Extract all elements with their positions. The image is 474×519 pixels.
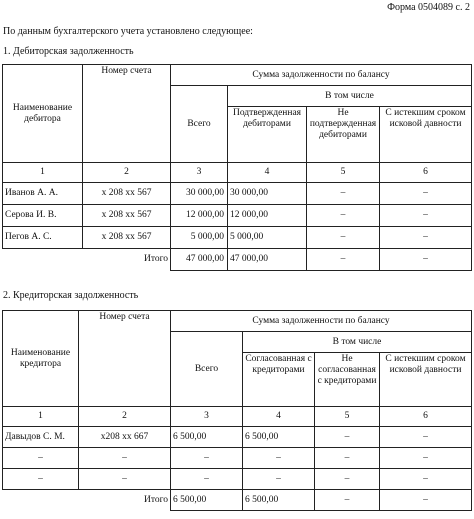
amount-unagreed: –: [315, 448, 380, 469]
header-sum-group: Сумма задолженности по балансу: [171, 65, 472, 86]
debtor-name: Серова И. В.: [3, 205, 83, 227]
amount-unagreed: –: [315, 427, 380, 448]
debtors-table: [2, 64, 472, 271]
amount-total: –: [171, 469, 243, 490]
table-row: [3, 427, 472, 448]
debtors-section-title: 1. Дебиторская задолженность: [3, 46, 134, 57]
table-row: [3, 205, 472, 227]
header-sum-group: Сумма задолженности по балансу: [171, 311, 472, 332]
table-row: [3, 448, 472, 469]
amount-unconfirmed: –: [307, 227, 380, 249]
totals-label: Итого: [143, 494, 168, 505]
totals-row: [3, 490, 472, 511]
header-account-number: Номер счета: [83, 65, 171, 163]
col-number: 6: [380, 163, 472, 183]
debtor-name: Пегов А. С.: [3, 227, 83, 249]
col-number: 5: [315, 407, 380, 427]
header-agreed: Согласованная с кредиторами: [243, 353, 315, 407]
col-number: 3: [171, 407, 243, 427]
header-unconfirmed: Не подтвержденная дебиторами: [307, 107, 380, 163]
col-number: 1: [3, 163, 83, 183]
amount-expired: –: [380, 205, 472, 227]
amount-unconfirmed: –: [307, 183, 380, 205]
totals-expired: –: [380, 249, 472, 271]
totals-row: [3, 249, 472, 271]
amount-expired: –: [380, 469, 472, 490]
header-incl: В том числе: [243, 332, 472, 353]
amount-total: 30 000,00: [171, 183, 228, 205]
amount-agreed: 6 500,00: [243, 427, 315, 448]
col-number: 4: [228, 163, 307, 183]
amount-confirmed: 30 000,00: [228, 183, 307, 205]
amount-agreed: –: [243, 448, 315, 469]
header-expired: С истекшим сроком исковой давности: [380, 353, 472, 407]
amount-total: 5 000,00: [171, 227, 228, 249]
totals-confirmed: 47 000,00: [228, 249, 307, 271]
totals-expired: –: [380, 490, 472, 511]
col-number: 2: [79, 407, 171, 427]
account-number: х208 хх 667: [79, 427, 171, 448]
amount-total: 12 000,00: [171, 205, 228, 227]
header-total: Всего: [171, 86, 228, 163]
amount-agreed: –: [243, 469, 315, 490]
header-unagreed: Не согласованная с кредиторами: [315, 353, 380, 407]
totals-agreed: 6 500,00: [243, 490, 315, 511]
amount-confirmed: 5 000,00: [228, 227, 307, 249]
amount-expired: –: [380, 448, 472, 469]
header-incl: В том числе: [228, 86, 472, 107]
account-number: х 208 хх 567: [83, 183, 171, 205]
debtor-name: Иванов А. А.: [3, 183, 83, 205]
account-number: –: [79, 448, 171, 469]
account-number: х 208 хх 567: [83, 205, 171, 227]
table-row: [3, 469, 472, 490]
amount-unagreed: –: [315, 469, 380, 490]
amount-total: 6 500,00: [171, 427, 243, 448]
creditors-table: [2, 310, 472, 511]
header-creditor-name: Наименование кредитора: [3, 311, 79, 407]
amount-expired: –: [380, 183, 472, 205]
empty-cell: [3, 490, 79, 511]
col-number: 5: [307, 163, 380, 183]
col-number: 3: [171, 163, 228, 183]
header-confirmed: Подтвержденная дебиторами: [228, 107, 307, 163]
intro-text: По данным бухгалтерского учета установлено следующее:: [3, 26, 253, 37]
col-number: 2: [83, 163, 171, 183]
creditor-name: Давыдов С. М.: [3, 427, 79, 448]
table-row: [3, 227, 472, 249]
table-row: [3, 183, 472, 205]
col-number: 6: [380, 407, 472, 427]
totals-unagreed: –: [315, 490, 380, 511]
header-total: Всего: [171, 332, 243, 407]
amount-expired: –: [380, 427, 472, 448]
amount-total: –: [171, 448, 243, 469]
totals-amount: 6 500,00: [171, 490, 243, 511]
header-expired: С истекшим сроком исковой давности: [380, 107, 472, 163]
totals-unconfirmed: –: [307, 249, 380, 271]
col-number: 1: [3, 407, 79, 427]
account-number: –: [79, 469, 171, 490]
header-debtor-name: Наименование дебитора: [3, 65, 83, 163]
totals-label: Итого: [143, 254, 168, 265]
header-account-number: Номер счета: [79, 311, 171, 407]
col-number: 4: [243, 407, 315, 427]
amount-unconfirmed: –: [307, 205, 380, 227]
amount-confirmed: 12 000,00: [228, 205, 307, 227]
form-code: Форма 0504089 с. 2: [387, 2, 470, 13]
empty-cell: [3, 249, 83, 271]
creditor-name: –: [3, 469, 79, 490]
totals-amount: 47 000,00: [171, 249, 228, 271]
amount-expired: –: [380, 227, 472, 249]
creditor-name: –: [3, 448, 79, 469]
account-number: х 208 хх 567: [83, 227, 171, 249]
creditors-section-title: 2. Кредиторская задолженность: [3, 290, 139, 301]
